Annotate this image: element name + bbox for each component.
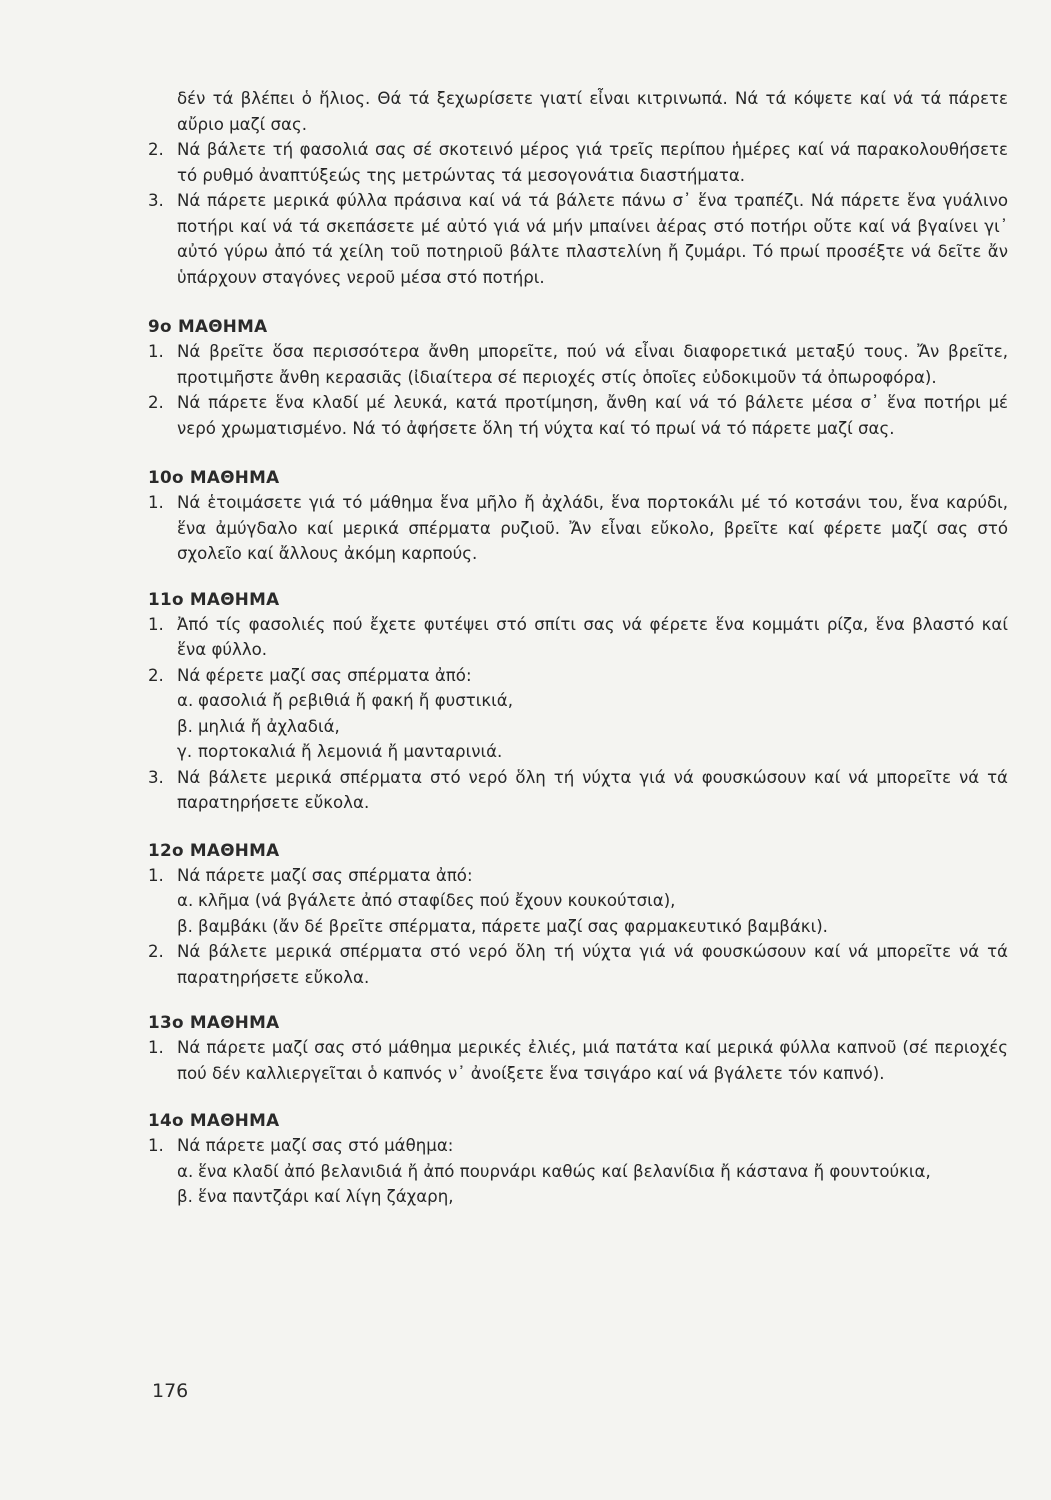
item-number: 3.: [148, 767, 164, 787]
sub-item: [148, 914, 1008, 940]
sub-item-letter: β.: [177, 1187, 193, 1206]
lesson-heading: 9ο ΜΑΘΗΜΑ: [148, 316, 268, 336]
sub-item-text: φασολιά ἤ ρεβιθιά ἤ φακή ἤ φυστικιά,: [198, 691, 513, 710]
item-number: 3.: [148, 191, 164, 210]
item-text: Νά πάρετε μαζί σας στό μάθημα:: [177, 1136, 454, 1155]
lesson-heading: 14ο ΜΑΘΗΜΑ: [148, 1110, 280, 1130]
list-item: [148, 1035, 1008, 1086]
sub-item: [148, 1184, 1008, 1210]
item-text: Νά πάρετε μαζί σας σπέρματα ἀπό:: [177, 865, 473, 885]
item-number: 1.: [148, 614, 164, 634]
page-number: 176: [152, 1380, 189, 1402]
sub-item-text: μηλιά ἤ ἀχλαδιά,: [198, 716, 340, 736]
list-item: [148, 663, 1008, 689]
sub-item: [148, 688, 1008, 714]
list-item: [148, 137, 1008, 188]
item-number: 1.: [148, 1136, 164, 1155]
item-number: 1.: [148, 865, 164, 885]
list-item: [148, 1133, 1008, 1159]
sub-item-text: πορτοκαλιά ἤ λεμονιά ἤ μανταρινιά.: [198, 742, 503, 761]
lesson-heading: 12ο ΜΑΘΗΜΑ: [148, 839, 280, 860]
item-text: Νά βρεῖτε ὅσα περισσότερα ἄνθη μπορεῖτε, πού νά εἶναι διαφορετικά μεταξύ τους. Ἄν βρεῖτε, προτιμῆστε ἄνθη κερασιᾶς (ἰδιαίτερα σέ περιοχές στίς ὁποῖες εὐδοκιμοῦν τά ὀπωροφόρα).: [177, 342, 1008, 387]
page-content: [148, 86, 1008, 1210]
list-item: [148, 939, 1008, 990]
lesson-heading: 13ο ΜΑΘΗΜΑ: [148, 1012, 280, 1032]
sub-item: [148, 714, 1008, 740]
item-text: Νά πάρετε μερικά φύλλα πράσινα καί νά τά βάλετε πάνω σ᾽ ἕνα τραπέζι. Νά πάρετε ἕνα γυάλινο ποτήρι καί νά τά σκεπάσετε μέ αὐτό γιά νά μήν μπαίνει ἀέρας στό ποτήρι οὔτε καί νά βγαίνει γι᾽ αὐτό γύρω ἀπό τά χείλη τοῦ ποτηριοῦ βάλτε πλαστελίνη ἤ ζυμάρι. Τό πρωί προσέξτε νά δεῖτε ἄν ὑπάρχουν σταγόνες νεροῦ μέσα στό ποτήρι.: [177, 191, 1008, 287]
continuation-paragraph: δέν τά βλέπει ὁ ἥλιος. Θά τά ξεχωρίσετε γιατί εἶναι κιτρινωπά. Νά τά κόψετε καί νά τά πάρετε αὔριο μαζί σας.: [177, 89, 1008, 134]
sub-item: [148, 888, 1008, 914]
sub-item: [148, 1159, 1008, 1185]
item-number: 2.: [148, 393, 164, 412]
sub-item-letter: β.: [177, 716, 193, 736]
list-item: [148, 188, 1008, 290]
sub-item-letter: α.: [177, 891, 194, 910]
item-text: Ἀπό τίς φασολιές πού ἔχετε φυτέψει στό σπίτι σας νά φέρετε ἕνα κομμάτι ρίζα, ἕνα βλαστό καί ἕνα φύλλο.: [177, 614, 1008, 659]
item-number: 2.: [148, 942, 164, 961]
item-text: Νά φέρετε μαζί σας σπέρματα ἀπό:: [177, 665, 472, 685]
list-item: [148, 339, 1008, 390]
sub-item-text: ἕνα κλαδί ἀπό βελανιδιά ἤ ἀπό πουρνάρι καθώς καί βελανίδια ἤ κάστανα ἤ φουντούκια,: [198, 1161, 931, 1181]
item-text: Νά πάρετε μαζί σας στό μάθημα μερικές ἐλιές, μιά πατάτα καί μερικά φύλλα καπνοῦ (σέ περιοχές πού δέν καλλιεργεῖται ὁ καπνός ν᾽ ἀνοίξετε ἕνα τσιγάρο καί νά βγάλετε τόν καπνό).: [177, 1038, 1008, 1083]
item-text: Νά πάρετε ἕνα κλαδί μέ λευκά, κατά προτίμηση, ἄνθη καί νά τό βάλετε μέσα σ᾽ ἕνα ποτήρι μέ νερό χρωματισμένο. Νά τό ἀφήσετε ὅλη τή νύχτα καί τό πρωί νά τό πάρετε μαζί σας.: [177, 393, 1008, 438]
sub-item-letter: γ.: [177, 742, 193, 761]
item-text: Νά ἑτοιμάσετε γιά τό μάθημα ἕνα μῆλο ἤ ἀχλάδι, ἕνα πορτοκάλι μέ τό κοτσάνι του, ἕνα καρύδι, ἕνα ἀμύγδαλο καί μερικά σπέρματα ρυζιοῦ. Ἄν εἶναι εὔκολο, βρεῖτε καί φέρετε μαζί σας στό σχολεῖο καί ἄλλους ἀκόμη καρπούς.: [177, 493, 1008, 563]
item-number: 1.: [148, 1038, 164, 1057]
sub-item: [148, 739, 1008, 765]
item-text: Νά βάλετε μερικά σπέρματα στό νερό ὅλη τή νύχτα γιά νά φουσκώσουν καί νά μπορεῖτε νά τά παρατηρήσετε εὔκολα.: [177, 767, 1008, 812]
sub-item-letter: α.: [177, 1161, 194, 1181]
sub-item-letter: β.: [177, 916, 193, 936]
item-text: Νά βάλετε μερικά σπέρματα στό νερό ὅλη τή νύχτα γιά νά φουσκώσουν καί νά μπορεῖτε νά τά παρατηρήσετε εὔκολα.: [177, 942, 1008, 987]
item-number: 2.: [148, 665, 164, 685]
list-item: [148, 490, 1008, 567]
sub-item-text: βαμβάκι (ἄν δέ βρεῖτε σπέρματα, πάρετε μαζί σας φαρμακευτικό βαμβάκι).: [198, 916, 828, 936]
list-item: [148, 612, 1008, 663]
lesson-heading: 10ο ΜΑΘΗΜΑ: [148, 467, 280, 487]
list-item: [148, 863, 1008, 889]
item-text: Νά βάλετε τή φασολιά σας σέ σκοτεινό μέρος γιά τρεῖς περίπου ἡμέρες καί νά παρακολουθήσετε τό ρυθμό ἀναπτύξεώς της μετρώντας τά μεσογονάτια διαστήματα.: [177, 140, 1008, 185]
item-number: 2.: [148, 140, 164, 159]
sub-item-letter: α.: [177, 691, 194, 710]
item-number: 1.: [148, 493, 164, 512]
list-item: [148, 765, 1008, 816]
list-item: [148, 390, 1008, 441]
sub-item-text: ἕνα παντζάρι καί λίγη ζάχαρη,: [198, 1187, 454, 1206]
lesson-heading: 11ο ΜΑΘΗΜΑ: [148, 588, 280, 609]
sub-item-text: κλῆμα (νά βγάλετε ἀπό σταφίδες πού ἔχουν κουκούτσια),: [198, 891, 676, 910]
item-number: 1.: [148, 342, 164, 361]
